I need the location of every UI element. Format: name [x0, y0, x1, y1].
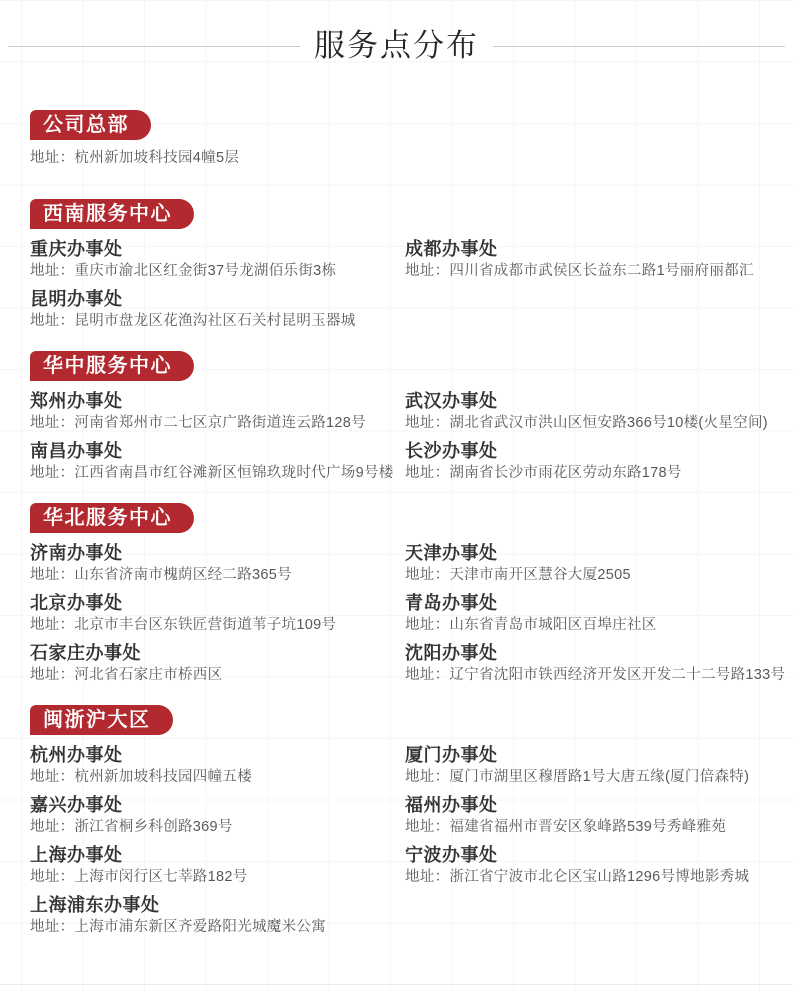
office-grid — [30, 148, 763, 168]
office-name: 嘉兴办事处 — [30, 795, 123, 815]
office-grid — [30, 541, 786, 685]
office-name: 郑州办事处 — [30, 391, 123, 411]
service-section-central-china-service-center — [30, 351, 768, 483]
office-name: 福州办事处 — [405, 795, 498, 815]
office-name: 北京办事处 — [30, 593, 123, 613]
office-address: 地址：山东省青岛市城阳区百埠庄社区 — [405, 617, 657, 633]
office-address: 地址：杭州新加坡科技园4幢5层 — [30, 150, 240, 166]
office-name: 济南办事处 — [30, 543, 123, 563]
sections-container — [30, 110, 786, 937]
office-name: 武汉办事处 — [405, 391, 498, 411]
title-left-line — [8, 46, 300, 47]
office-address: 地址：河南省郑州市二七区京广路街道连云路128号 — [30, 415, 366, 431]
office-address: 地址：辽宁省沈阳市铁西经济开发区开发二十二号路133号 — [405, 667, 786, 683]
office-item — [405, 843, 763, 887]
office-name: 杭州办事处 — [30, 745, 123, 765]
office-item — [30, 287, 405, 331]
office-address: 地址：杭州新加坡科技园四幢五楼 — [30, 769, 252, 785]
office-item — [30, 439, 405, 483]
title-right-line — [493, 46, 785, 47]
office-item — [405, 743, 763, 787]
office-item — [405, 793, 763, 837]
service-section-headquarters — [30, 110, 763, 168]
section-badge-southwest-service-center: 西南服务中心 — [30, 199, 194, 229]
section-badge-headquarters: 公司总部 — [30, 110, 151, 140]
office-address: 地址：湖北省武汉市洪山区恒安路366号10楼(火星空间) — [405, 415, 768, 431]
section-badge-north-china-service-center: 华北服务中心 — [30, 503, 194, 533]
office-name: 天津办事处 — [405, 543, 498, 563]
office-item — [30, 237, 405, 281]
section-badge-min-zhe-hu-region: 闽浙沪大区 — [30, 705, 173, 735]
service-section-north-china-service-center — [30, 503, 786, 685]
office-name: 上海浦东办事处 — [30, 895, 160, 915]
office-name: 沈阳办事处 — [405, 643, 498, 663]
office-address: 地址：浙江省宁波市北仑区宝山路1296号博地影秀城 — [405, 869, 750, 885]
office-address: 地址：山东省济南市槐荫区经二路365号 — [30, 567, 292, 583]
office-name: 重庆办事处 — [30, 239, 123, 259]
service-section-southwest-service-center — [30, 199, 763, 331]
office-item — [405, 389, 768, 433]
section-badge-central-china-service-center: 华中服务中心 — [30, 351, 194, 381]
office-item — [30, 743, 405, 787]
office-address: 地址：上海市闵行区七莘路182号 — [30, 869, 248, 885]
office-item — [30, 148, 405, 168]
service-section-min-zhe-hu-region — [30, 705, 763, 937]
office-name: 成都办事处 — [405, 239, 498, 259]
office-address: 地址：浙江省桐乡科创路369号 — [30, 819, 233, 835]
office-grid — [30, 743, 763, 937]
office-address: 地址：重庆市渝北区红金街37号龙湖佰乐街3栋 — [30, 263, 337, 279]
office-item — [405, 591, 785, 635]
office-grid — [30, 237, 763, 331]
office-item — [30, 843, 405, 887]
footer-divider — [0, 984, 793, 985]
office-name: 宁波办事处 — [405, 845, 498, 865]
office-item — [30, 641, 405, 685]
office-name: 厦门办事处 — [405, 745, 498, 765]
office-item — [405, 541, 785, 585]
office-address: 地址：河北省石家庄市桥西区 — [30, 667, 223, 683]
office-address: 地址：湖南省长沙市雨花区劳动东路178号 — [405, 465, 682, 481]
page-title: 服务点分布 — [314, 28, 479, 63]
office-name: 石家庄办事处 — [30, 643, 141, 663]
office-item — [405, 439, 768, 483]
office-item — [30, 893, 405, 937]
office-name: 昆明办事处 — [30, 289, 123, 309]
office-item — [405, 237, 763, 281]
office-name: 上海办事处 — [30, 845, 123, 865]
office-name: 长沙办事处 — [405, 441, 498, 461]
office-item — [30, 541, 405, 585]
office-address: 地址：厦门市湖里区穆厝路1号大唐五缘(厦门倍森特) — [405, 769, 750, 785]
office-address: 地址：天津市南开区慧谷大厦2505 — [405, 567, 631, 583]
office-address: 地址：北京市丰台区东铁匠营街道苇子坑109号 — [30, 617, 337, 633]
office-grid — [30, 389, 768, 483]
office-address: 地址：江西省南昌市红谷滩新区恒锦玖珑时代广场9号楼 — [30, 465, 394, 481]
office-address: 地址：上海市浦东新区齐爱路阳光城魔米公寓 — [30, 919, 326, 935]
office-item — [30, 793, 405, 837]
office-address: 地址：四川省成都市武侯区长益东二路1号丽府丽都汇 — [405, 263, 754, 279]
office-item — [30, 591, 405, 635]
office-name: 南昌办事处 — [30, 441, 123, 461]
office-address: 地址：昆明市盘龙区花渔沟社区石关村昆明玉器城 — [30, 313, 356, 329]
page-title-row — [8, 28, 785, 64]
office-item — [405, 641, 785, 685]
office-address: 地址：福建省福州市晋安区象峰路539号秀峰雅苑 — [405, 819, 727, 835]
office-item — [30, 389, 405, 433]
office-name: 青岛办事处 — [405, 593, 498, 613]
